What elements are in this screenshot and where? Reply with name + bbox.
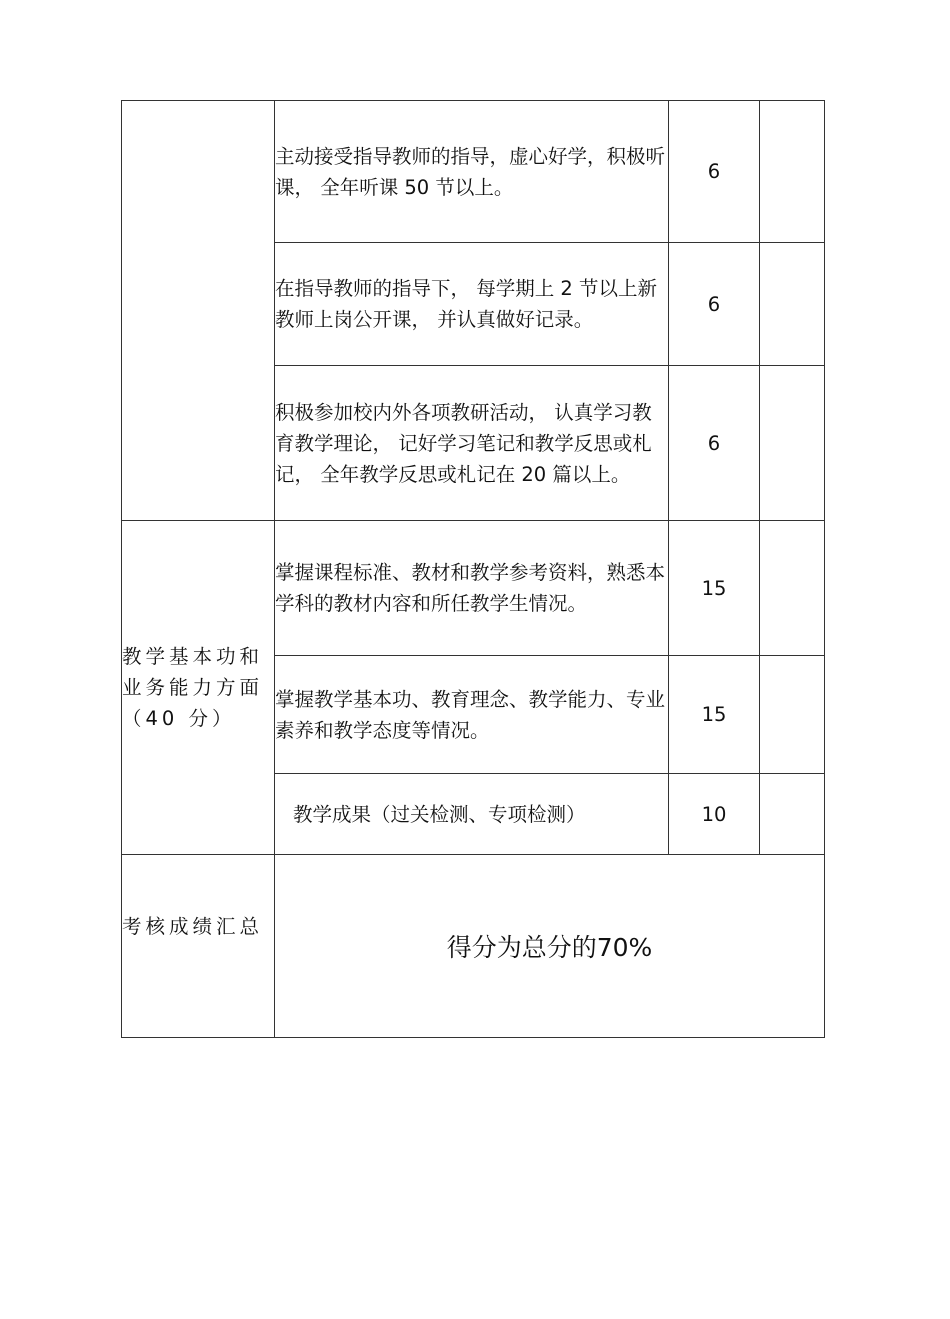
category-cell-empty: [122, 101, 275, 521]
score-cell: [760, 774, 825, 855]
assessment-table: [121, 100, 825, 1038]
criterion-points: 15: [669, 656, 760, 774]
score-cell: [760, 243, 825, 366]
criterion-points: 6: [669, 101, 760, 243]
score-cell: [760, 366, 825, 521]
criterion-description: 在指导教师的指导下， 每学期上 2 节以上新教师上岗公开课， 并认真做好记录。: [275, 243, 669, 366]
criterion-description: 积极参加校内外各项教研活动， 认真学习教育教学理论， 记好学习笔记和教学反思或札记， 全年教学反思或札记在 20 篇以上。: [275, 366, 669, 521]
category-basic-skills: 教学基本功和业务能力方面（40 分）: [122, 521, 275, 855]
table-row: [122, 521, 825, 656]
summary-row: [122, 855, 825, 1038]
summary-text: 得分为总分的70%: [275, 855, 825, 1038]
criterion-points: 10: [669, 774, 760, 855]
summary-label: 考核成绩汇总: [122, 855, 275, 1038]
criterion-description: 掌握教学基本功、教育理念、教学能力、专业素养和教学态度等情况。: [275, 656, 669, 774]
criterion-description: 主动接受指导教师的指导，虚心好学，积极听课， 全年听课 50 节以上。: [275, 101, 669, 243]
score-cell: [760, 101, 825, 243]
criterion-description: 教学成果（过关检测、专项检测）: [275, 774, 669, 855]
table-row: [122, 101, 825, 243]
criterion-description: 掌握课程标准、教材和教学参考资料，熟悉本学科的教材内容和所任教学生情况。: [275, 521, 669, 656]
criterion-points: 15: [669, 521, 760, 656]
score-cell: [760, 656, 825, 774]
score-cell: [760, 521, 825, 656]
criterion-points: 6: [669, 243, 760, 366]
criterion-points: 6: [669, 366, 760, 521]
